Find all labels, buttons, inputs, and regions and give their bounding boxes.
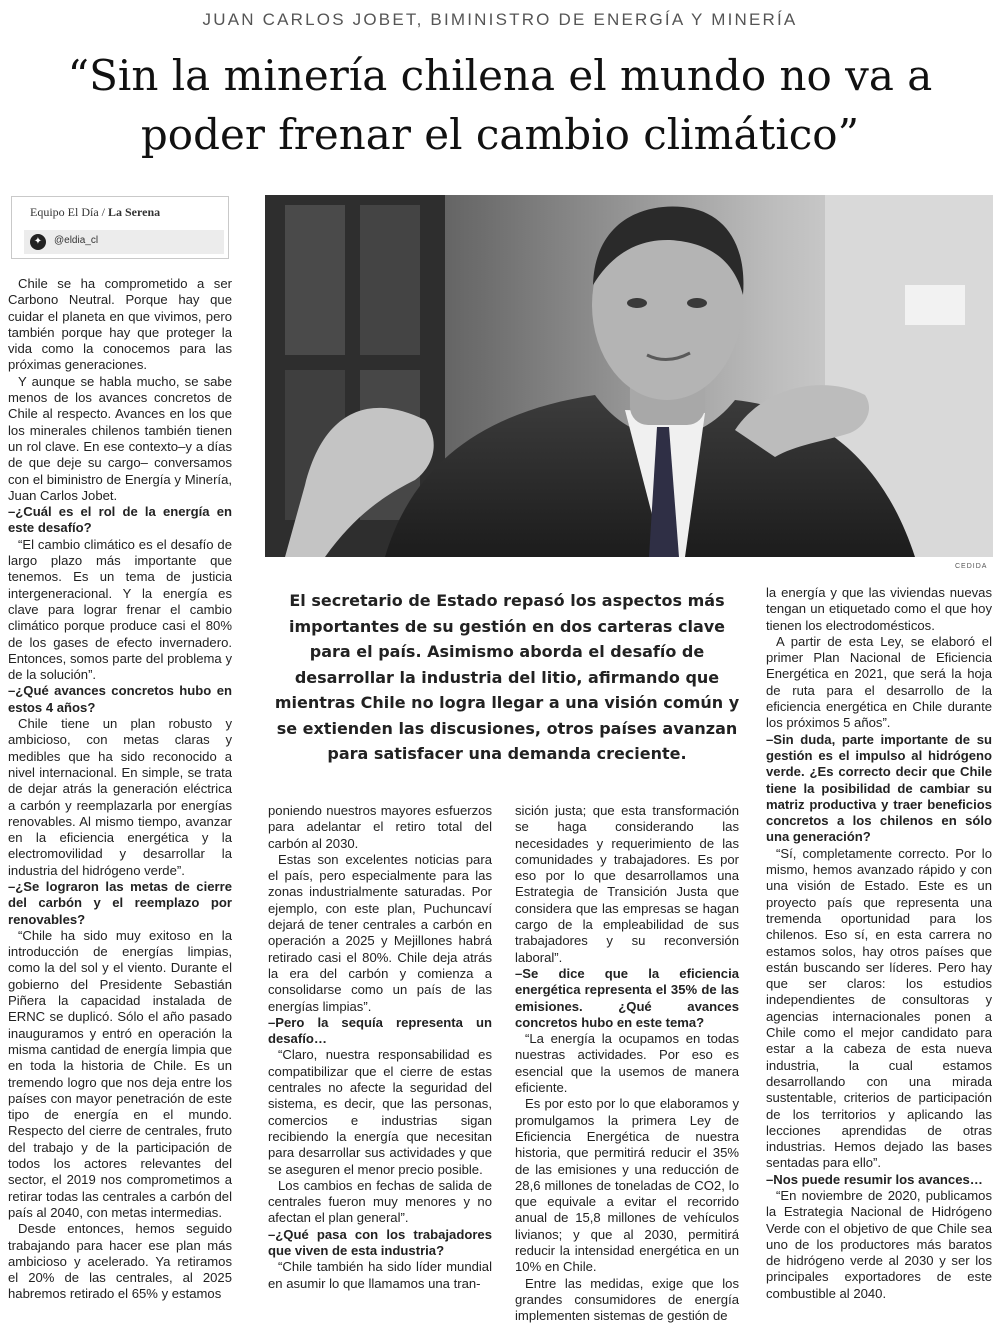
paragraph: “El cambio climático es el desafío de largo plazo más importante que tenemos. Es un tema de justicia intergeneracional. Y la energía es clave para lograr frenar el cambio climático porque produce casi el 80% de los gases de efecto invernadero. Entonces, somos parte del problema y de la solución”.	[8, 536, 232, 683]
paragraph: “Sí, completamente correcto. Por lo mismo, hemos avanzado rápido y con una visión de Estado. Este es un proyecto país que representa una tremenda oportunidad para los chilenos. Eso sí, en esta carrera no estamos solos, hay otros países que están buscando ser líderes. Pero hay que ser claros: los estudios independientes de consultoras y agencias internacionales ponen a Chile como el mejor candidato para estar a la cabeza de esta nueva industria, la cual estamos desarrollando con una mirada sustentable, criterios de participación de los territorios y aplicando las lecciones aprendidas de otras industrias. Hemos dejado las bases sentadas para ello”.	[766, 845, 992, 1171]
paragraph: Es por esto por lo que elaboramos y promulgamos la primera Ley de Eficiencia Energética de nuestra historia, que permitirá reducir el 35% de las emisiones y una reducción de 28,6 millones de toneladas de CO2, lo que equivale a evitar el recorrido anual de 15,8 millones de vehículos livianos; y que al 2030, permitirá reducir la intensidad energética en un 10% en Chile.	[515, 1096, 739, 1275]
photo-credit: CEDIDA	[955, 563, 988, 570]
byline-box	[11, 196, 229, 259]
question: –Sin duda, parte importante de su gestión es el impulso al hidrógeno verde. ¿Es correcto decir que Chile tiene la posibilidad de cambiar su matriz productiva y traer beneficios concretos a los chilenos en sólo una generación?	[766, 731, 992, 845]
question: –Pero la sequía representa un desafío…	[268, 1014, 492, 1047]
question: –¿Se lograron las metas de cierre del carbón y el reemplazo por renovables?	[8, 878, 232, 927]
paragraph: “Claro, nuestra responsabilidad es compatibilizar que el cierre de estas centrales no afecte la seguridad del sistema, es decir, que las personas, comercios e industrias sigan recibiendo la energía que necesitan para desarrollar sus actividades y que se aseguren el menor precio posible.	[268, 1047, 492, 1177]
question: –¿Cuál es el rol de la energía en este desafío?	[8, 504, 232, 536]
paragraph: la energía y que las viviendas nuevas tengan un etiquetado como el que hoy tienen los electrodomésticos.	[766, 585, 992, 633]
headline: “Sin la minería chilena el mundo no va a poder frenar el cambio climático”	[67, 51, 933, 159]
paragraph: Chile se ha comprometido a ser Carbono Neutral. Porque hay que cuidar el planeta en que vivimos, pero también porque hay que proteger la vida como la conocemos para las próximas generaciones.	[8, 276, 232, 373]
photo-minister	[265, 195, 993, 557]
twitter-handle[interactable]: @eldia_cl	[54, 235, 99, 246]
paragraph: A partir de esta Ley, se elaboró el primer Plan Nacional de Eficiencia Energética en 2021, que será la hoja de ruta para el desarrollo de la eficiencia energética en Chile durante los próximos 5 años”.	[766, 633, 992, 731]
paragraph: Y aunque se habla mucho, se sabe menos de los avances concretos de Chile al respecto. Avances en los que los minerales chilenos también tienen un rol clave. En ese contexto–y a días de que deje su cargo– conversamos con el biministro de Energía y Minería, Juan Carlos Jobet.	[8, 373, 232, 503]
twitter-bar	[24, 230, 224, 254]
column-4	[766, 585, 992, 1302]
column-1	[8, 276, 232, 1303]
byline-author: Equipo El Día /	[30, 205, 105, 219]
photo-illustration	[265, 195, 993, 557]
column-3	[515, 803, 739, 1325]
paragraph: Entre las medidas, exige que los grandes consumidores de energía implementen sistemas de gestión de	[515, 1275, 739, 1324]
paragraph: “Chile ha sido muy exitoso en la introducción de energías limpias, como la del sol y el viento. Durante el gobierno del Presidente Sebastián Piñera la capacidad instalada de ERNC se duplicó. Sólo el año pasado inauguramos y entró en operación la misma cantidad de energía limpia que en toda la historia de Chile. Es un tremendo logro que nos deja entre los países con mayor penetración de este tipo de energía en el mundo. Respecto del cierre de centrales, fruto del trabajo y de la participación de todos los actores relevantes del sector, el 2019 nos comprometimos a retirar todas las centrales a carbón del país al 2040, con metas intermedias.	[8, 927, 232, 1220]
paragraph: Estas son excelentes noticias para el país, pero especialmente para las zonas industrialmente saturadas. Por ejemplo, con este plan, Puchuncaví dejará de tener centrales a carbón en operación a 2025 y Mejillones habrá retirado casi el 80%. Chile deja atrás la era del carbón y comienza a consolidarse como un país de las energías limpias”.	[268, 851, 492, 1014]
paragraph: sición justa; que esta transformación se haga considerando las necesidades y requerimiento de las comunidades y trabajadores. Es por eso por lo que desarrollamos una Estrategia de Transición Justa que considera que las empresas se hagan cargo de la empleabilidad de sus trabajadores y su reconversión laboral”.	[515, 803, 739, 965]
question: –Se dice que la eficiencia energética representa el 35% de las emisiones. ¿Qué avances concretos hubo en este tema?	[515, 965, 739, 1030]
question: –Nos puede resumir los avances…	[766, 1171, 983, 1187]
twitter-icon: ✦	[30, 234, 46, 250]
question: –¿Qué avances concretos hubo en estos 4 años?	[8, 683, 232, 715]
paragraph: “La energía la ocupamos en todas nuestras actividades. Por eso es esencial que la usemos de manera eficiente.	[515, 1031, 739, 1096]
question: –¿Qué pasa con los trabajadores que viven de esta industria?	[268, 1226, 492, 1259]
byline	[30, 205, 160, 220]
kicker: JUAN CARLOS JOBET, BIMINISTRO DE ENERGÍA Y MINERÍA	[202, 10, 798, 29]
lead-paragraph: El secretario de Estado repasó los aspectos más importantes de su gestión en dos carteras clave para el país. Asimismo aborda el desafío de desarrollar la industria del litio, afirmando que mientras Chile no logra llegar a una visión común y se extienden las discusiones, otros países avanzan para satisfacer una demanda creciente.	[274, 591, 740, 763]
paragraph: Los cambios en fechas de salida de centrales fueron muy menores y no afectan el plan general”.	[268, 1177, 492, 1226]
paragraph: poniendo nuestros mayores esfuerzos para adelantar el retiro total del carbón al 2030.	[268, 803, 492, 851]
paragraph: “Chile también ha sido líder mundial en asumir lo que llamamos una tran-	[268, 1259, 492, 1291]
column-2	[268, 803, 492, 1292]
paragraph: “En noviembre de 2020, publicamos la Estrategia Nacional de Hidrógeno Verde con el objetivo de que Chile sea uno de los productores más baratos de hidrógeno verde al 2030 y ser los principales exportadores de este combustible al 2040.	[766, 1187, 992, 1301]
paragraph: Desde entonces, hemos seguido trabajando para hacer ese plan más ambicioso y acelerado. Ya retiramos el 20% de las centrales, al 2025 habremos retirado el 65% y estamos	[8, 1221, 232, 1302]
paragraph: Chile tiene un plan robusto y ambicioso, con metas claras y medibles que ha sido reconocido a nivel internacional. En simple, se trata de dejar atrás la generación eléctrica a carbón y reemplazarla por energías renovables. Al mismo tiempo, avanzar en la eficiencia energética y la electromovilidad y desarrollar la industria del hidrógeno verde”.	[8, 716, 232, 878]
byline-city: La Serena	[108, 205, 161, 219]
